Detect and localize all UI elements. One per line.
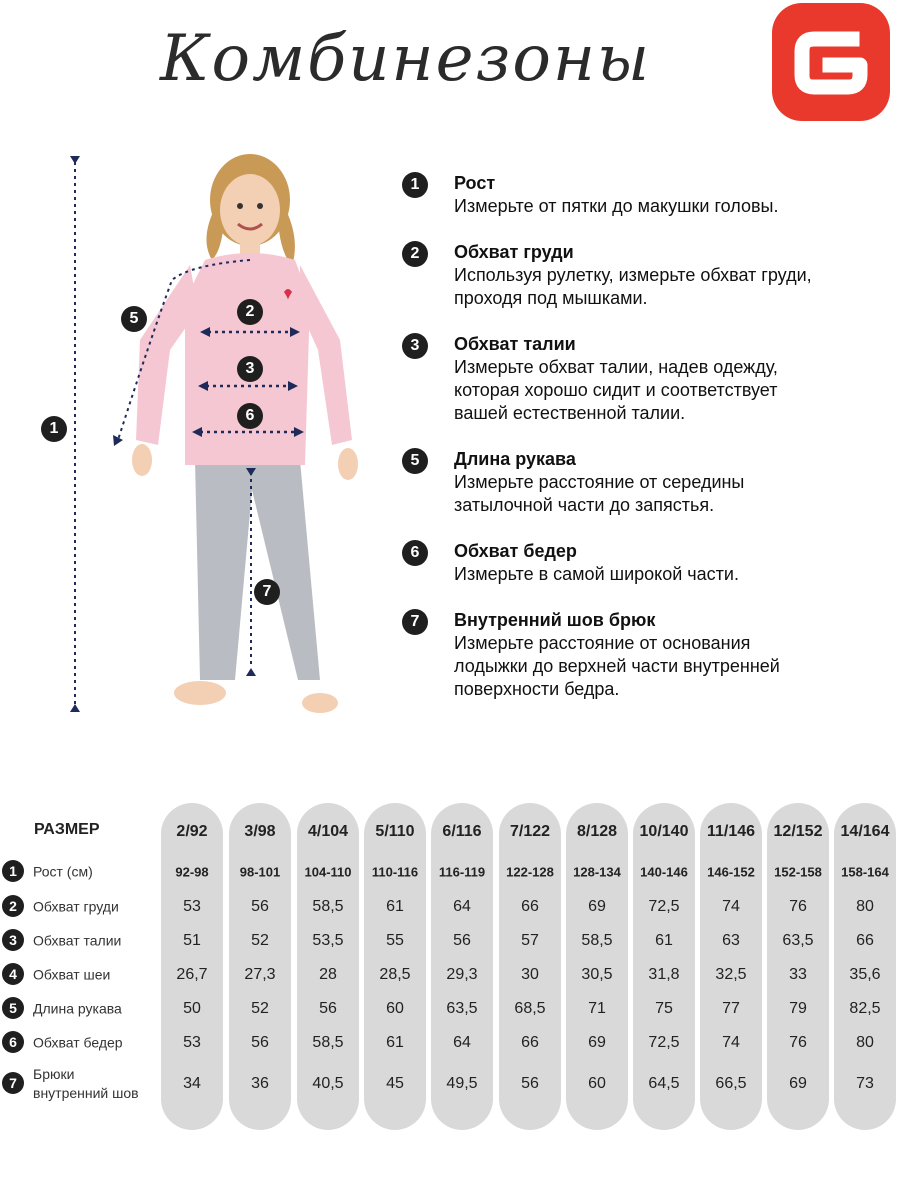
table-cell: 57	[521, 932, 539, 949]
row-number-badge: 1	[2, 860, 24, 882]
figure-badge-5: 5	[121, 306, 147, 332]
row-number-badge: 5	[2, 997, 24, 1019]
row-label-text	[33, 932, 121, 951]
instruction-number: 1	[402, 172, 428, 198]
table-cell: 52	[251, 1000, 269, 1017]
table-cell: 75	[655, 1000, 673, 1017]
figure-badge-6: 6	[237, 403, 263, 429]
table-cell: 140-146	[640, 864, 688, 880]
table-cell: 104-110	[304, 864, 352, 880]
size-header: 2/92	[176, 823, 208, 840]
size-header: 3/98	[244, 823, 276, 840]
table-cell: 69	[588, 898, 606, 915]
size-header: 6/116	[442, 823, 482, 840]
instruction-number: 3	[402, 333, 428, 359]
figure-badge-3: 3	[237, 356, 263, 382]
size-header: 14/164	[840, 823, 890, 840]
table-cell: 110-116	[371, 864, 419, 880]
row-label-text	[33, 1000, 122, 1019]
table-cell: 76	[789, 1034, 807, 1051]
table-cell: 82,5	[849, 1000, 881, 1017]
instruction-text: Измерьте обхват талии, надев одежду,	[454, 357, 778, 377]
table-cell: 49,5	[446, 1075, 478, 1092]
instruction-title: Обхват груди	[454, 242, 574, 262]
instruction-text: проходя под мышками.	[454, 288, 648, 308]
table-cell: 53	[183, 898, 201, 915]
table-cell: 31,8	[648, 966, 680, 983]
table-cell: 51	[183, 932, 201, 949]
table-cell: 66	[521, 1034, 539, 1051]
table-cell: 74	[722, 898, 740, 915]
table-cell: 68,5	[514, 1000, 546, 1017]
instruction-number: 5	[402, 448, 428, 474]
table-cell: 73	[856, 1075, 874, 1092]
table-cell: 40,5	[312, 1075, 344, 1092]
figure-badge-7: 7	[254, 579, 280, 605]
size-header: 8/128	[576, 823, 618, 840]
instruction-number: 2	[402, 241, 428, 267]
table-cell: 61	[386, 1034, 404, 1051]
table-cell: 55	[386, 932, 404, 949]
table-cell: 58,5	[581, 932, 613, 949]
row-label-text	[33, 898, 119, 917]
table-cell: 66	[856, 932, 874, 949]
table-cell: 80	[856, 898, 874, 915]
table-cell: 30	[521, 966, 539, 983]
table-cell: 53	[183, 1034, 201, 1051]
size-header: 7/122	[509, 823, 551, 840]
table-cell: 71	[588, 1000, 606, 1017]
table-cell: 61	[386, 898, 404, 915]
table-cell: 79	[789, 1000, 807, 1017]
table-cell: 58,5	[312, 1034, 344, 1051]
table-cell: 58,5	[312, 898, 344, 915]
page-title: Комбинезоны	[160, 22, 652, 96]
table-cell: 77	[722, 1000, 740, 1017]
instruction-text: которая хорошо сидит и соответствует	[454, 380, 778, 400]
table-cell: 61	[655, 932, 673, 949]
row-label-line: Рост (см)	[33, 863, 93, 880]
table-cell: 56	[251, 898, 269, 915]
row-label-line: Длина рукава	[33, 1000, 122, 1017]
table-cell: 27,3	[244, 966, 276, 983]
row-label-text	[33, 1034, 123, 1053]
table-cell: 152-158	[774, 864, 822, 880]
table-cell: 60	[386, 1000, 404, 1017]
instruction-chest	[402, 241, 882, 310]
instruction-waist	[402, 333, 882, 425]
row-label-line: внутренний шов	[33, 1085, 139, 1101]
table-cell: 56	[521, 1075, 539, 1092]
instruction-number: 6	[402, 540, 428, 566]
size-header: 10/140	[639, 823, 689, 840]
row-label-text	[33, 1065, 139, 1103]
instruction-text: Используя рулетку, измерьте обхват груди,	[454, 265, 812, 285]
table-cell: 29,3	[446, 966, 478, 983]
table-cell: 63,5	[446, 1000, 478, 1017]
table-cell: 56	[251, 1034, 269, 1051]
figure-badge-1: 1	[41, 416, 67, 442]
instruction-inseam	[402, 609, 882, 701]
table-cell: 28,5	[379, 966, 411, 983]
table-cell: 64	[453, 1034, 471, 1051]
table-cell: 33	[789, 966, 807, 983]
instruction-hips	[402, 540, 882, 586]
table-cell: 116-119	[438, 864, 486, 880]
instruction-title: Длина рукава	[454, 449, 576, 469]
table-cell: 36	[251, 1075, 269, 1092]
row-label-line: Обхват талии	[33, 932, 122, 949]
row-number-badge: 2	[2, 895, 24, 917]
row-label-text	[33, 966, 110, 985]
child-figure-illustration	[0, 140, 400, 740]
row-number-badge: 7	[2, 1072, 24, 1094]
table-cell: 74	[722, 1034, 740, 1051]
instruction-text: вашей естественной талии.	[454, 403, 686, 423]
table-cell: 63	[722, 932, 740, 949]
table-cell: 45	[386, 1075, 404, 1092]
instruction-title: Рост	[454, 173, 496, 193]
table-cell: 50	[183, 1000, 201, 1017]
table-cell: 158-164	[841, 864, 889, 880]
instruction-number: 7	[402, 609, 428, 635]
size-header-label: РАЗМЕР	[34, 821, 100, 838]
size-header: 5/110	[375, 823, 415, 840]
instruction-text: поверхности бедра.	[454, 679, 620, 699]
table-cell: 92-98	[175, 864, 209, 880]
table-cell: 56	[319, 1000, 337, 1017]
table-cell: 56	[453, 932, 471, 949]
table-cell: 128-134	[573, 864, 621, 880]
table-cell: 26,7	[176, 966, 208, 983]
instruction-title: Обхват талии	[454, 334, 576, 354]
table-cell: 35,6	[849, 966, 881, 983]
table-cell: 76	[789, 898, 807, 915]
table-cell: 52	[251, 932, 269, 949]
table-cell: 66,5	[715, 1075, 747, 1092]
row-label-line: Обхват шеи	[33, 966, 111, 983]
row-label-text	[33, 863, 93, 882]
table-cell: 64,5	[648, 1075, 680, 1092]
table-cell: 80	[856, 1034, 874, 1051]
table-cell: 72,5	[648, 898, 680, 915]
table-cell: 63,5	[782, 932, 814, 949]
table-cell: 32,5	[715, 966, 747, 983]
table-cell: 146-152	[707, 864, 755, 880]
table-cell: 34	[183, 1075, 201, 1092]
row-label-line: Брюки	[33, 1066, 75, 1082]
table-cell: 122-128	[506, 864, 554, 880]
instruction-title: Обхват бедер	[454, 541, 577, 561]
row-label-line: Обхват бедер	[33, 1034, 123, 1051]
size-header: 4/104	[307, 823, 349, 840]
table-cell: 60	[588, 1075, 606, 1092]
instruction-text: Измерьте в самой широкой части.	[454, 564, 739, 584]
figure-badge-2: 2	[237, 299, 263, 325]
table-cell: 69	[789, 1075, 807, 1092]
table-cell: 28	[319, 966, 337, 983]
table-cell: 66	[521, 898, 539, 915]
instruction-height	[402, 172, 882, 218]
table-cell: 53,5	[312, 932, 344, 949]
row-number-badge: 6	[2, 1031, 24, 1053]
table-cell: 98-101	[239, 864, 281, 880]
table-cell: 30,5	[581, 966, 613, 983]
instruction-text: Измерьте расстояние от середины	[454, 472, 745, 492]
instruction-text: затылочной части до запястья.	[454, 495, 715, 515]
row-label-line: Обхват груди	[33, 898, 119, 915]
size-header: 12/152	[773, 823, 823, 840]
table-cell: 72,5	[648, 1034, 680, 1051]
brand-logo	[772, 3, 890, 121]
table-cell: 64	[453, 898, 471, 915]
instruction-text: Измерьте от пятки до макушки головы.	[454, 196, 779, 216]
instruction-text: Измерьте расстояние от основания	[454, 633, 751, 653]
row-number-badge: 3	[2, 929, 24, 951]
row-number-badge: 4	[2, 963, 24, 985]
instruction-text: лодыжки до верхней части внутренней	[454, 656, 780, 676]
instruction-sleeve	[402, 448, 882, 517]
size-header: 11/146	[706, 823, 756, 840]
table-cell: 69	[588, 1034, 606, 1051]
instruction-title: Внутренний шов брюк	[454, 610, 656, 630]
